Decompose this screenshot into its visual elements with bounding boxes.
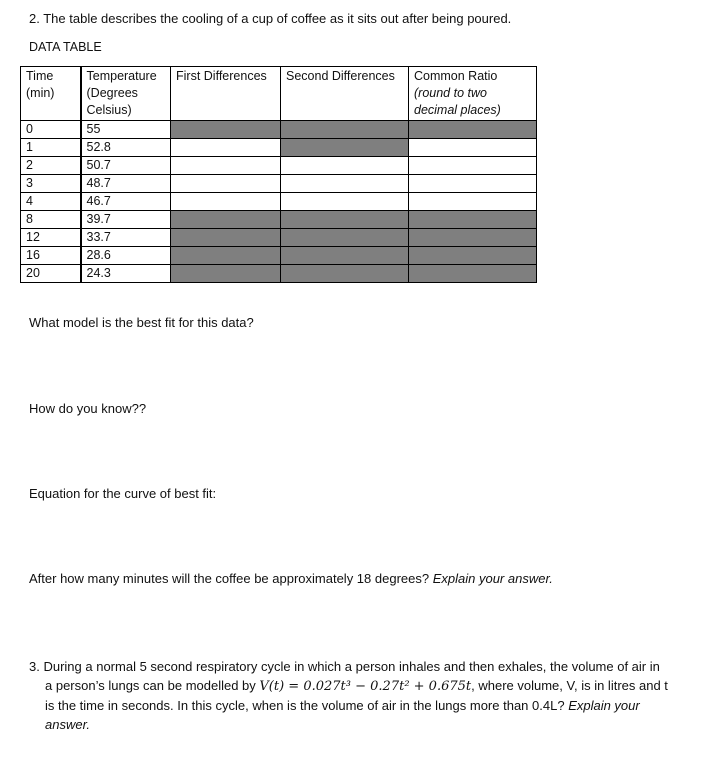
question-2-number: 2. xyxy=(29,11,40,26)
ratio-cell xyxy=(409,121,537,139)
second-diff-cell xyxy=(281,247,409,265)
header-time-line1: Time xyxy=(26,69,54,83)
question-3-formula: V(t) = 0.027t³ − 0.27t² + 0.675t xyxy=(259,679,472,694)
time-cell: 3 xyxy=(21,175,81,193)
question-3-line4: answer. xyxy=(45,717,91,732)
question-3-line3 xyxy=(29,696,679,715)
first-diff-cell xyxy=(171,229,281,247)
question-how-know: How do you know?? xyxy=(29,401,147,416)
header-ratio-note1: (round to two xyxy=(414,86,487,100)
header-temp-line3: Celsius) xyxy=(86,103,132,117)
question-3 xyxy=(29,657,679,734)
second-diff-cell xyxy=(281,265,409,283)
temperature-cell: 33.7 xyxy=(81,229,171,247)
question-best-model: What model is the best fit for this data? xyxy=(29,315,254,330)
question-minutes xyxy=(29,571,553,586)
time-cell: 20 xyxy=(21,265,81,283)
ratio-cell[interactable] xyxy=(409,139,537,157)
header-time-line2: (min) xyxy=(26,86,55,100)
data-table xyxy=(20,66,537,283)
second-diff-cell xyxy=(281,139,409,157)
table-row xyxy=(21,247,537,265)
header-temp-line2: (Degrees xyxy=(86,86,138,100)
header-first-differences: First Differences xyxy=(171,67,281,121)
temperature-cell: 39.7 xyxy=(81,211,171,229)
time-cell: 16 xyxy=(21,247,81,265)
table-row xyxy=(21,193,537,211)
question-2-text: The table describes the cooling of a cup of coffee as it sits out after being poured. xyxy=(43,11,512,26)
second-diff-cell[interactable] xyxy=(281,193,409,211)
temperature-cell: 52.8 xyxy=(81,139,171,157)
question-minutes-note: Explain your answer. xyxy=(432,571,553,586)
temperature-cell: 46.7 xyxy=(81,193,171,211)
header-time xyxy=(21,67,81,121)
question-3-text-b: a person’s lungs can be modelled by xyxy=(45,678,256,693)
first-diff-cell xyxy=(171,247,281,265)
header-temperature xyxy=(81,67,171,121)
time-cell: 2 xyxy=(21,157,81,175)
time-cell: 12 xyxy=(21,229,81,247)
table-row xyxy=(21,229,537,247)
first-diff-cell[interactable] xyxy=(171,193,281,211)
ratio-cell xyxy=(409,265,537,283)
question-2-intro xyxy=(29,11,511,26)
temperature-cell: 28.6 xyxy=(81,247,171,265)
table-row xyxy=(21,265,537,283)
time-cell: 0 xyxy=(21,121,81,139)
table-row xyxy=(21,157,537,175)
temperature-cell: 48.7 xyxy=(81,175,171,193)
header-ratio-line1: Common Ratio xyxy=(414,69,498,83)
question-3-text-d: is the time in seconds. In this cycle, when is the volume of air in the lungs more than 0.4L? xyxy=(45,698,565,713)
time-cell: 4 xyxy=(21,193,81,211)
question-3-text-c: , where volume, V, is in litres and t xyxy=(471,678,668,693)
header-common-ratio xyxy=(409,67,537,121)
ratio-cell xyxy=(409,247,537,265)
second-diff-cell xyxy=(281,121,409,139)
question-equation: Equation for the curve of best fit: xyxy=(29,486,217,501)
question-3-line2 xyxy=(29,676,679,696)
first-diff-cell[interactable] xyxy=(171,157,281,175)
ratio-cell[interactable] xyxy=(409,175,537,193)
question-3-note-part1: Explain your xyxy=(568,698,640,713)
temperature-cell: 55 xyxy=(81,121,171,139)
table-row xyxy=(21,211,537,229)
second-diff-cell xyxy=(281,211,409,229)
second-diff-cell[interactable] xyxy=(281,175,409,193)
temperature-cell: 50.7 xyxy=(81,157,171,175)
temperature-cell: 24.3 xyxy=(81,265,171,283)
header-second-differences: Second Differences xyxy=(281,67,409,121)
time-cell: 8 xyxy=(21,211,81,229)
ratio-cell[interactable] xyxy=(409,157,537,175)
question-3-number: 3. xyxy=(29,659,40,674)
first-diff-cell xyxy=(171,265,281,283)
first-diff-cell xyxy=(171,211,281,229)
second-diff-cell[interactable] xyxy=(281,157,409,175)
ratio-cell[interactable] xyxy=(409,193,537,211)
header-temp-line1: Temperature xyxy=(86,69,157,83)
question-minutes-text: After how many minutes will the coffee be approximately 18 degrees? xyxy=(29,571,430,586)
question-3-line1 xyxy=(29,657,679,676)
ratio-cell xyxy=(409,211,537,229)
header-ratio-note2: decimal places) xyxy=(414,103,501,117)
data-table-title: DATA TABLE xyxy=(29,40,102,54)
table-row xyxy=(21,175,537,193)
table-header-row xyxy=(21,67,537,121)
first-diff-cell[interactable] xyxy=(171,175,281,193)
first-diff-cell[interactable] xyxy=(171,139,281,157)
first-diff-cell xyxy=(171,121,281,139)
ratio-cell xyxy=(409,229,537,247)
table-row xyxy=(21,139,537,157)
second-diff-cell xyxy=(281,229,409,247)
question-3-text-a: During a normal 5 second respiratory cycle in which a person inhales and then exhales, the volume of air in xyxy=(43,659,660,674)
time-cell: 1 xyxy=(21,139,81,157)
table-row xyxy=(21,121,537,139)
